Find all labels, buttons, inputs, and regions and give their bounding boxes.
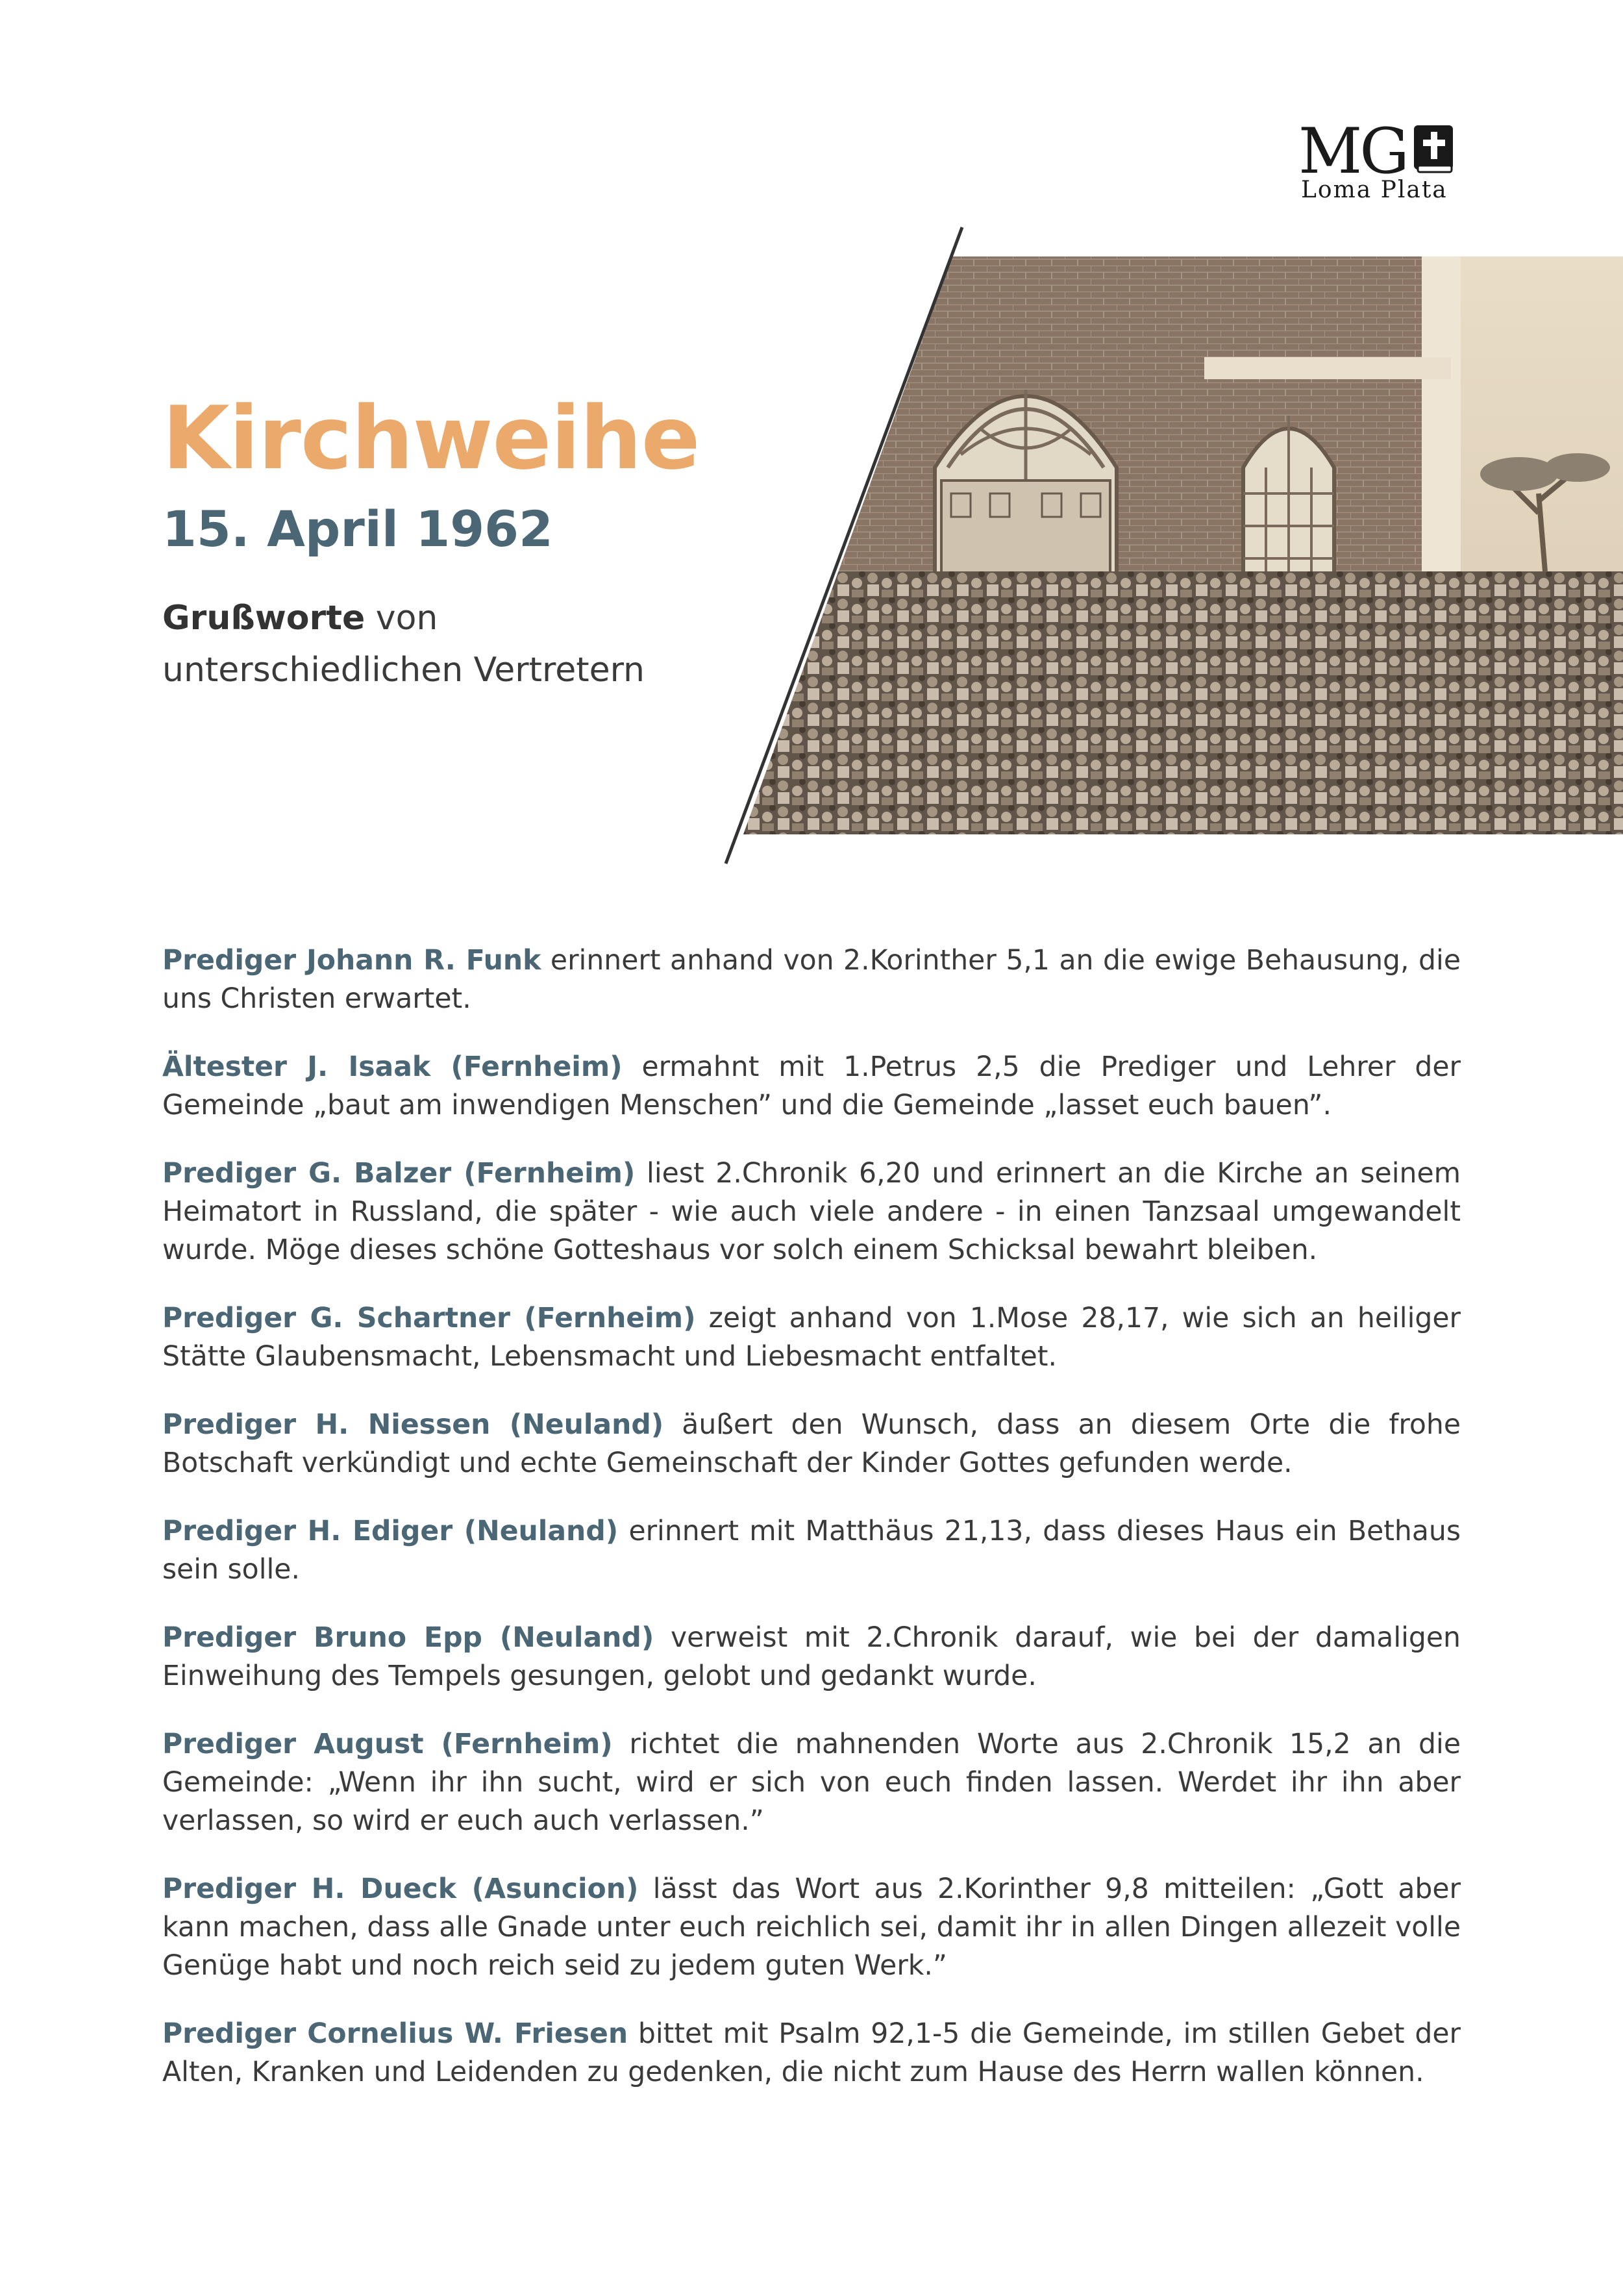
speaker-name: Prediger G. Schartner (Fernheim) (162, 1303, 696, 1334)
speaker-name: Prediger Johann R. Funk (162, 945, 541, 977)
list-item (162, 942, 1461, 1018)
speaker-text: bittet mit Psalm 92,1-5 die Gemeinde, im stillen Gebet der Alten, Kranken und Leidenden zu gedenken, die nicht zum Hause des Herrn wallen können. (162, 2018, 1461, 2088)
speaker-name: Prediger H. Ediger (Neuland) (162, 1516, 619, 1547)
speaker-name: Prediger August (Fernheim) (162, 1728, 613, 1760)
speaker-text: lässt das Wort aus 2.Korinther 9,8 mitteilen: „Gott aber kann machen, dass alle Gnade unter euch reichlich sei, damit ihr in allen Dingen allezeit volle Genüge habt und noch reich seid zu jedem guten Werk.” (162, 1873, 1461, 1982)
logo (1298, 115, 1467, 205)
speaker-name: Prediger G. Balzer (Fernheim) (162, 1158, 636, 1190)
list-item (162, 1619, 1461, 1695)
page-subtitle (162, 592, 747, 696)
list-item (162, 1512, 1461, 1589)
speaker-text: verweist mit 2.Chronik darauf, wie bei der damaligen Einweihung des Tempels gesungen, gelobt und gedankt wurde. (162, 1622, 1461, 1692)
speaker-name: Prediger H. Dueck (Asuncion) (162, 1873, 639, 1905)
logo-letters: MG (1298, 115, 1407, 188)
speaker-text: zeigt anhand von 1.Mose 28,17, wie sich an heiliger Stätte Glaubensmacht, Lebensmacht und Liebesmacht entfaltet. (162, 1303, 1461, 1373)
greetings-list (162, 942, 1461, 2121)
speaker-name: Prediger Cornelius W. Friesen (162, 2018, 628, 2050)
subtitle-rest: von unterschiedlichen Vertretern (162, 599, 645, 690)
list-item (162, 1154, 1461, 1269)
speaker-text: richtet die mahnenden Worte aus 2.Chronik 15,2 an die Gemeinde: „Wenn ihr ihn sucht, wird er sich von euch finden lassen. Werdet ihr ihn aber verlassen, so wird er euch auch verlassen.” (162, 1728, 1461, 1837)
speaker-text: äußert den Wunsch, dass an diesem Orte die frohe Botschaft verkündigt und echte Gemeinschaft der Kinder Gottes gefunden werde. (162, 1409, 1461, 1479)
list-item (162, 1048, 1461, 1125)
list-item (162, 1870, 1461, 1985)
speaker-text: ermahnt mit 1.Petrus 2,5 die Prediger und Lehrer der Gemeinde „baut am inwendigen Menschen” und die Gemeinde „lasset euch bauen”. (162, 1051, 1461, 1121)
list-item (162, 2015, 1461, 2091)
speaker-name: Prediger Bruno Epp (Neuland) (162, 1622, 654, 1654)
page-title: Kirchweihe (162, 388, 700, 489)
speaker-name: Prediger H. Niessen (Neuland) (162, 1409, 664, 1441)
list-item (162, 1725, 1461, 1840)
speaker-name: Ältester J. Isaak (Fernheim) (162, 1051, 623, 1083)
logo-location: Loma Plata (1301, 177, 1448, 203)
speaker-text: erinnert anhand von 2.Korinther 5,1 an die ewige Behausung, die uns Christen erwartet. (162, 945, 1461, 1015)
list-item (162, 1299, 1461, 1376)
speaker-text: liest 2.Chronik 6,20 und erinnert an die Kirche an seinem Heimatort in Russland, die später - wie auch viele andere - in einen Tanzsaal umgewandelt wurde. Möge dieses schöne Gotteshaus vor solch einem Schicksal bewahrt bleiben. (162, 1158, 1461, 1266)
bible-cross-icon (1413, 124, 1456, 176)
speaker-text: erinnert mit Matthäus 21,13, dass dieses Haus ein Bethaus sein solle. (162, 1516, 1461, 1586)
subtitle-strong: Grußworte (162, 599, 365, 638)
list-item (162, 1406, 1461, 1482)
page-date: 15. April 1962 (162, 500, 553, 558)
